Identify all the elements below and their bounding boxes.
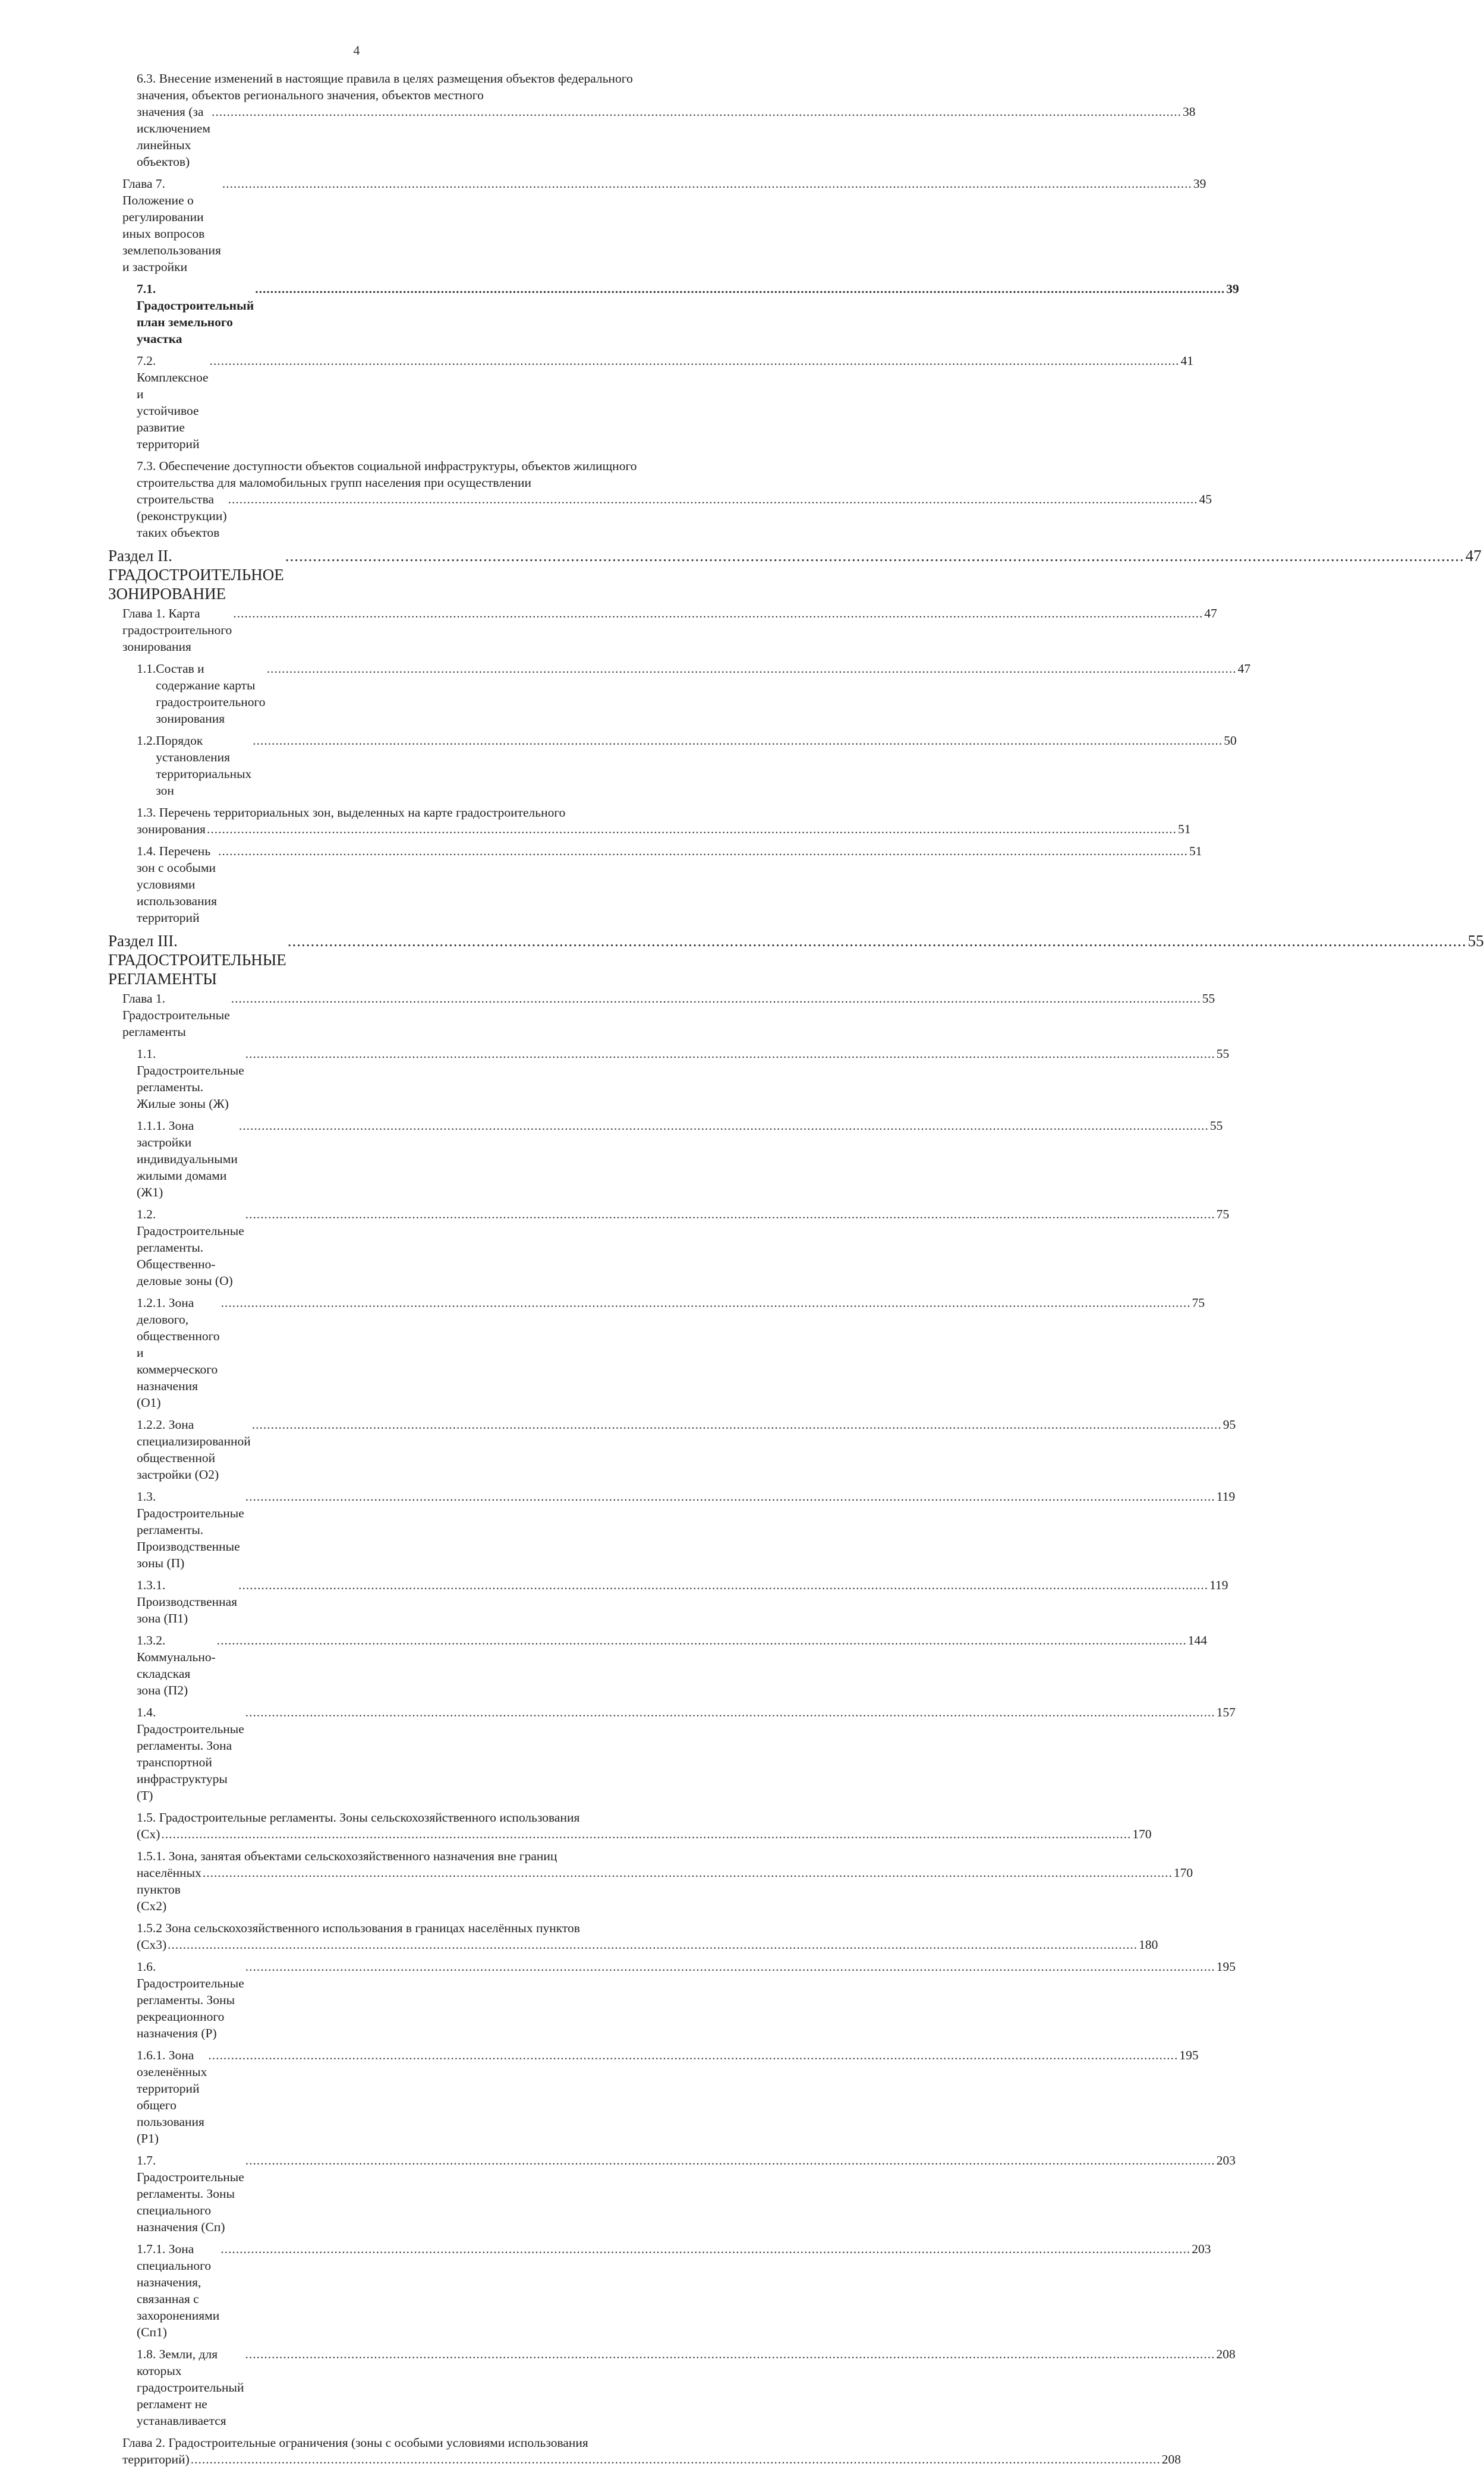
dot-leader	[212, 103, 1181, 120]
toc-entry-page: 50	[1224, 733, 1237, 748]
toc-entry-title: Глава 1. Карта градостроительного зонирования	[122, 606, 232, 654]
toc-entry-line	[137, 1416, 1236, 1483]
toc-entry-page: 144	[1187, 1633, 1208, 1647]
dot-leader	[221, 1294, 1191, 1311]
toc-entry-page: 39	[1193, 177, 1206, 191]
toc-entry[interactable]	[137, 352, 1194, 452]
toc-entry[interactable]	[137, 2152, 1236, 2235]
toc-entry-title: 1.8. Земли, для которых градостроительный регламент не устанавливается	[137, 2347, 244, 2428]
dot-leader	[217, 1632, 1187, 1649]
toc-entry-title: 1.7. Градостроительные регламенты. Зоны специального назначения (Сп)	[137, 2153, 244, 2234]
toc-entry-line	[137, 2241, 1211, 2340]
toc-entry-line	[137, 821, 1191, 837]
toc-entry-line	[122, 990, 1215, 1040]
dot-leader	[245, 2152, 1215, 2169]
dot-leader	[245, 1045, 1215, 1062]
toc-entry-page: 157	[1216, 1705, 1236, 1719]
toc-entry-title: 1.2.1. Зона делового, общественного и коммерческого назначения (О1)	[137, 1296, 220, 1410]
toc-entry-page: 208	[1216, 2347, 1236, 2361]
dot-leader	[288, 931, 1467, 950]
toc-entry-title: Состав и содержание карты градостроительного зонирования	[156, 661, 266, 726]
dot-leader	[238, 1577, 1208, 1593]
toc-entry-line	[137, 103, 1196, 170]
toc-entry-page: 75	[1192, 1296, 1205, 1310]
toc-entry-line	[108, 546, 1482, 603]
toc-entry[interactable]	[137, 843, 1202, 926]
toc-entry[interactable]	[137, 1704, 1236, 1804]
toc-entry[interactable]	[108, 931, 1484, 988]
toc-entry[interactable]	[137, 1294, 1205, 1411]
toc-entry-title-lead: 1.3. Перечень территориальных зон, выделенных на карте градостроительного	[137, 805, 566, 820]
dot-leader	[161, 1826, 1131, 1842]
toc-entry[interactable]	[137, 1632, 1208, 1699]
toc-entry-title: 1.3.2. Коммунально-складская зона (П2)	[137, 1633, 216, 1697]
toc-entry-line	[137, 2346, 1236, 2429]
toc-entry-line	[137, 1577, 1228, 1627]
toc-entry-line	[122, 605, 1217, 655]
dot-leader	[218, 843, 1188, 859]
toc-entry[interactable]	[137, 1488, 1236, 1571]
toc-entry-number: 1.2.	[137, 733, 156, 748]
toc-entry-title: Порядок установления территориальных зон	[156, 733, 252, 798]
dot-leader	[233, 605, 1203, 622]
toc-entry[interactable]	[122, 605, 1217, 655]
toc-entry-line	[137, 660, 1251, 727]
toc-entry-page: 38	[1182, 105, 1196, 119]
toc-entry[interactable]	[137, 1958, 1236, 2042]
toc-entry-line	[137, 1936, 1158, 1953]
dot-leader	[285, 546, 1464, 565]
toc-entry[interactable]	[137, 1117, 1223, 1201]
toc-entry[interactable]	[137, 458, 1212, 541]
toc-entry[interactable]	[137, 1045, 1230, 1112]
toc-entry-page: 47	[1204, 606, 1217, 620]
toc-entry-line	[137, 1958, 1236, 2042]
toc-entry-page: 39	[1226, 282, 1239, 296]
dot-leader	[245, 1704, 1215, 1721]
toc-entry-page: 195	[1179, 2048, 1199, 2062]
toc-entry-title: 1.3.1. Производственная зона (П1)	[137, 1578, 238, 1625]
toc-entry-page: 208	[1161, 2452, 1181, 2466]
toc-entry-line	[137, 2047, 1199, 2147]
toc-entry[interactable]	[137, 2241, 1211, 2340]
dot-leader	[245, 2346, 1215, 2362]
toc-entry-page: 203	[1216, 2153, 1236, 2168]
toc-entry-page: 47	[1237, 661, 1251, 676]
toc-entry[interactable]	[122, 2434, 1181, 2468]
dot-leader	[252, 1416, 1222, 1433]
dot-leader	[191, 2451, 1161, 2468]
toc-entry-line	[137, 1206, 1230, 1289]
toc-entry[interactable]	[137, 70, 1196, 170]
dot-leader	[203, 1864, 1173, 1881]
toc-entry-title-lead: 1.5.1. Зона, занятая объектами сельскохозяйственного назначения вне границ	[137, 1849, 557, 1863]
toc-entry-title: 1.4. Перечень зон с особыми условиями использования территорий	[137, 844, 217, 925]
dot-leader	[208, 2047, 1178, 2064]
table-of-contents	[0, 70, 1484, 2473]
toc-entry-title: 7.2. Комплексное и устойчивое развитие территорий	[137, 354, 209, 451]
toc-entry[interactable]	[137, 1848, 1193, 1914]
toc-entry-line	[137, 1488, 1236, 1571]
toc-entry[interactable]	[137, 2047, 1199, 2147]
toc-entry-title: Глава 7. Положение о регулировании иных вопросов землепользования и застройки	[122, 177, 221, 274]
toc-entry-page: 55	[1467, 932, 1484, 950]
toc-entry-page: 170	[1132, 1827, 1152, 1841]
toc-entry-title: 1.2. Градостроительные регламенты. Общественно-деловые зоны (О)	[137, 1207, 244, 1288]
toc-entry[interactable]	[137, 281, 1239, 347]
toc-entry-page: 55	[1202, 991, 1215, 1006]
toc-entry-line	[122, 2451, 1181, 2468]
toc-entry-page: 119	[1209, 1578, 1228, 1592]
toc-entry[interactable]	[137, 732, 1237, 799]
dot-leader	[231, 990, 1201, 1007]
toc-entry-line	[122, 175, 1206, 275]
dot-leader	[267, 660, 1237, 677]
dot-leader	[220, 2241, 1190, 2257]
toc-entry-title: зонирования	[137, 822, 206, 836]
toc-entry-line	[137, 281, 1239, 347]
page-number: 4	[353, 43, 360, 58]
toc-entry-title-lead: 7.3. Обеспечение доступности объектов социальной инфраструктуры, объектов жилищного строительства для маломобильных групп населения при осуществлении	[137, 459, 637, 490]
toc-entry-line	[137, 352, 1194, 452]
dot-leader	[245, 1958, 1215, 1975]
toc-entry-title: 1.2.2. Зона специализированной общественной застройки (О2)	[137, 1417, 251, 1482]
toc-entry-line	[137, 1117, 1223, 1201]
toc-entry-title: 1.4. Градостроительные регламенты. Зона транспортной инфраструктуры (Т)	[137, 1705, 244, 1803]
toc-entry-line	[137, 491, 1212, 541]
toc-entry-page: 51	[1189, 844, 1202, 858]
toc-entry-line	[137, 1704, 1236, 1804]
toc-entry-title: 1.1.1. Зона застройки индивидуальными жилыми домами (Ж1)	[137, 1119, 238, 1199]
toc-entry-page: 195	[1216, 1960, 1236, 1974]
toc-entry-line	[137, 732, 1237, 799]
toc-entry-title: 1.3. Градостроительные регламенты. Производственные зоны (П)	[137, 1489, 244, 1570]
toc-entry[interactable]	[137, 1920, 1158, 1953]
toc-entry-page: 55	[1216, 1047, 1230, 1061]
dot-leader	[222, 175, 1192, 192]
toc-entry-title: 1.6.1. Зона озеленённых территорий общего пользования (Р1)	[137, 2048, 207, 2146]
toc-entry-title: значения (за исключением линейных объектов)	[137, 105, 210, 169]
toc-entry-page: 170	[1173, 1866, 1193, 1880]
toc-entry-page: 41	[1180, 354, 1194, 368]
toc-entry[interactable]	[108, 546, 1482, 603]
toc-entry-page: 180	[1139, 1938, 1158, 1952]
dot-leader	[210, 352, 1180, 369]
toc-entry-title: территорий)	[122, 2452, 190, 2466]
toc-entry-title: 1.6. Градостроительные регламенты. Зоны рекреационного назначения (Р)	[137, 1960, 244, 2040]
toc-entry-line	[137, 2152, 1236, 2235]
toc-entry-title: населённых пунктов (Сх2)	[137, 1866, 201, 1913]
toc-entry-line	[137, 1826, 1152, 1842]
toc-entry-line	[137, 1632, 1208, 1699]
toc-entry-page: 55	[1209, 1119, 1223, 1133]
dot-leader	[245, 1488, 1215, 1505]
toc-entry[interactable]	[137, 660, 1251, 727]
toc-entry-title: (Сх)	[137, 1827, 160, 1841]
toc-entry[interactable]	[137, 1416, 1236, 1483]
toc-entry-title-lead: 1.5. Градостроительные регламенты. Зоны сельскохозяйственного использования	[137, 1810, 580, 1825]
dot-leader	[168, 1936, 1138, 1953]
toc-entry-page: 75	[1216, 1207, 1230, 1221]
toc-entry-title: Раздел III. ГРАДОСТРОИТЕЛЬНЫЕ РЕГЛАМЕНТЫ	[108, 932, 286, 988]
dot-leader	[253, 732, 1223, 749]
dot-leader	[228, 491, 1198, 508]
toc-entry-line	[137, 1864, 1193, 1914]
toc-entry[interactable]	[137, 1577, 1228, 1627]
toc-entry[interactable]	[122, 990, 1215, 1040]
toc-entry[interactable]	[122, 175, 1206, 275]
toc-entry-title: 1.7.1. Зона специального назначения, связанная с захоронениями (Сп1)	[137, 2242, 220, 2339]
toc-entry-title: (Сх3)	[137, 1938, 167, 1952]
toc-entry-number: 1.1.	[137, 661, 156, 676]
toc-entry-title-lead: 6.3. Внесение изменений в настоящие правила в целях размещения объектов федерального значения, объектов регионального значения, объектов местного	[137, 71, 633, 102]
dot-leader	[255, 281, 1225, 297]
toc-entry-title: 7.1. Градостроительный план земельного участка	[137, 282, 254, 346]
toc-entry-page: 47	[1465, 547, 1482, 565]
toc-entry-page: 45	[1199, 492, 1212, 506]
toc-entry-line	[137, 1045, 1230, 1112]
toc-entry-page: 119	[1216, 1489, 1236, 1504]
dot-leader	[207, 821, 1177, 837]
toc-entry-line	[137, 843, 1202, 926]
toc-entry[interactable]	[137, 1206, 1230, 1289]
dot-leader	[245, 1206, 1215, 1223]
dot-leader	[239, 1117, 1209, 1134]
toc-entry-page: 51	[1177, 822, 1191, 836]
toc-entry-title: строительства (реконструкции) таких объектов	[137, 492, 227, 540]
toc-entry-title: Раздел II. ГРАДОСТРОИТЕЛЬНОЕ ЗОНИРОВАНИЕ	[108, 547, 284, 603]
toc-entry-line	[108, 931, 1484, 988]
toc-entry-title: Глава 1. Градостроительные регламенты	[122, 991, 230, 1039]
toc-entry-line	[137, 1294, 1205, 1411]
toc-entry[interactable]	[137, 2346, 1236, 2429]
toc-entry[interactable]	[137, 1809, 1152, 1842]
toc-entry-title: 1.1. Градостроительные регламенты. Жилые зоны (Ж)	[137, 1047, 244, 1111]
toc-entry-page: 203	[1192, 2242, 1211, 2256]
toc-entry[interactable]	[137, 804, 1191, 837]
toc-entry-page: 95	[1223, 1417, 1236, 1432]
toc-entry-title-lead: Глава 2. Градостроительные ограничения (зоны с особыми условиями использования	[122, 2436, 588, 2450]
toc-entry-title-lead: 1.5.2 Зона сельскохозяйственного использования в границах населённых пунктов	[137, 1921, 580, 1935]
